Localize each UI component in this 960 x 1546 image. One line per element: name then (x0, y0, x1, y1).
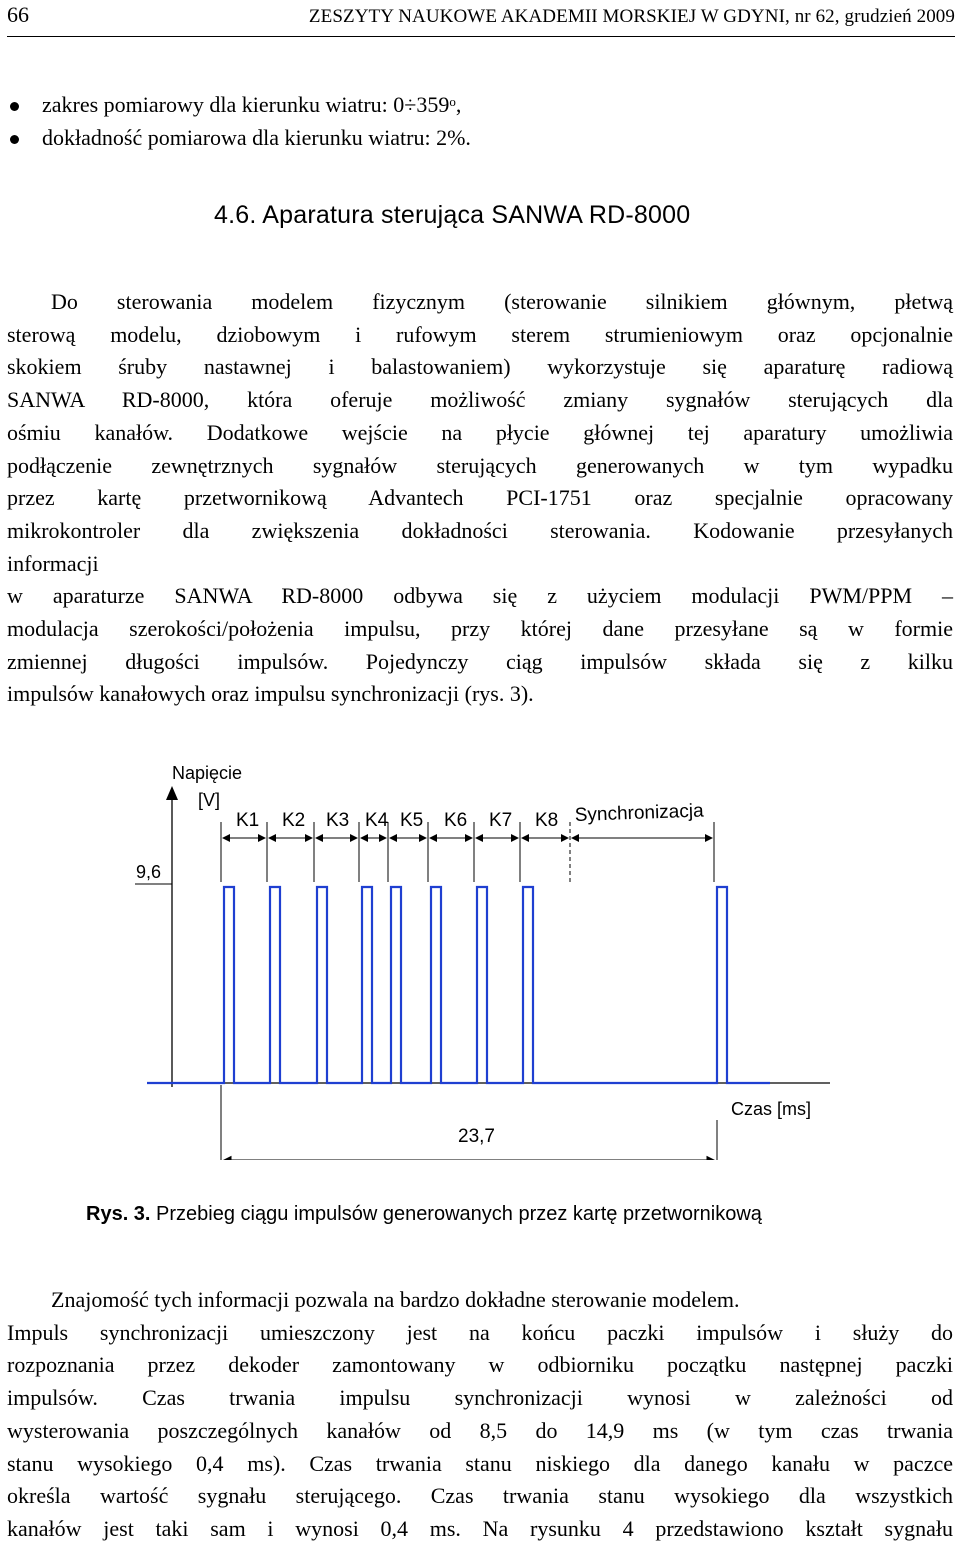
channel-label: K7 (489, 810, 513, 831)
y-level-label: 9,6 (136, 862, 162, 882)
pulse-waveform (147, 887, 770, 1083)
bullet-item (8, 121, 948, 154)
y-axis-unit: [V] (198, 790, 221, 810)
text-line: mikrokontroler dla zwiększenia dokładności sterowania. Kodowanie przesyłanych (7, 517, 953, 543)
text-line: rozpoznania przez dekoder zamontowany w odbiorniku początku następnej paczki (7, 1352, 953, 1378)
text-line: Znajomość tych informacji pozwala na bardzo dokładne sterowanie modelem. (51, 1287, 740, 1312)
page-number: 66 (7, 2, 29, 27)
bullet-text: dokładność pomiarowa dla kierunku wiatru: 2%. (42, 125, 471, 150)
channel-label: K4 (365, 810, 389, 831)
channel-label: K2 (282, 810, 306, 831)
period-label: 23,7 (458, 1126, 495, 1147)
channel-label: K8 (535, 810, 559, 831)
section-heading: 4.6. Aparatura sterująca SANWA RD-8000 (214, 201, 691, 229)
text-line: skokiem śruby nastawnej i balastowaniem) wykorzystuje się aparaturę radiową (7, 354, 953, 380)
journal-title: ZESZYTY NAUKOWE AKADEMII MORSKIEJ W GDYNI, nr 62, grudzień 2009 (308, 6, 955, 27)
text-line: w aparaturze SANWA RD-8000 odbywa się z użyciem modulacji PWM/PPM – (7, 583, 953, 609)
text-line: Impuls synchronizacji umieszczony jest na końcu paczki impulsów i służy do (7, 1319, 953, 1345)
body-paragraph-2 (7, 1284, 953, 1546)
text-line: Do sterowania modelem fizycznym (sterowanie silnikiem głównym, płetwą (51, 289, 953, 314)
y-axis-label: Napięcie (172, 763, 243, 783)
channel-label: K3 (326, 810, 350, 831)
bullet-item (8, 88, 948, 121)
text-line: impulsów kanałowych oraz impulsu synchronizacji (rys. 3). (7, 681, 534, 707)
caption-label: Rys. 3. (86, 1203, 151, 1225)
bullet-icon (10, 135, 19, 144)
text-line: stanu wysokiego 0,4 ms). Czas trwania stanu niskiego dla danego kanału w paczce (7, 1450, 953, 1476)
text-line: wysterowania poszczególnych kanałów od 8,5 do 14,9 ms (w tym czas trwania (7, 1417, 953, 1443)
x-axis-label: Czas [ms] (731, 1099, 812, 1119)
degree-sup: o (449, 94, 456, 109)
text-line: informacji (7, 550, 99, 576)
body-paragraph-1 (7, 286, 953, 711)
text-line: określa wartość sygnału sterującego. Czas trwania stanu wysokiego dla wszystkich (7, 1483, 953, 1509)
channel-guides (221, 822, 714, 882)
channel-label: K6 (444, 810, 468, 831)
text-line: zmiennej długości impulsów. Pojedynczy ciąg impulsów składa się z kilku (7, 648, 953, 674)
text-line: SANWA RD-8000, która oferuje możliwość zmiany sygnałów sterujących dla (7, 387, 953, 413)
figure-caption (86, 1203, 762, 1226)
text-line: impulsów. Czas trwania impulsu synchronizacji wynosi w zależności od (7, 1385, 953, 1411)
pulse-train-figure (0, 750, 960, 1160)
caption-text: Przebieg ciągu impulsów generowanych przez kartę przetwornikową (150, 1203, 762, 1225)
bullet-list (8, 88, 948, 154)
y-axis-arrow-icon (166, 786, 178, 800)
bullet-tail: , (455, 92, 462, 117)
bullet-icon (10, 102, 19, 111)
sync-label: Synchronizacja (574, 800, 704, 826)
text-line: modulacja szerokości/położenia impulsu, przy której dane przesyłane są w formie (7, 616, 953, 642)
text-line: ośmiu kanałów. Dodatkowe wejście na płycie głównej tej aparatury umożliwia (7, 419, 953, 445)
text-line: podłączenie zewnętrznych sygnałów sterujących generowanych w tym wypadku (7, 452, 953, 478)
text-line: kanałów jest taki sam i wynosi 0,4 ms. Na rysunku 4 przedstawiono kształt sygnału (7, 1515, 953, 1541)
channel-labels (236, 810, 558, 831)
channel-label: K1 (236, 810, 260, 831)
text-line: sterową modelu, dziobowym i rufowym sterem strumieniowym oraz opcjonalnie (7, 321, 953, 347)
running-header (7, 2, 955, 37)
bullet-text: zakres pomiarowy dla kierunku wiatru: 0÷359 (42, 92, 450, 117)
pulse-diagram (0, 750, 960, 1160)
channel-label: K5 (400, 810, 424, 831)
text-line: przez kartę przetwornikową Advantech PCI-1751 oraz specjalnie opracowany (7, 485, 953, 511)
